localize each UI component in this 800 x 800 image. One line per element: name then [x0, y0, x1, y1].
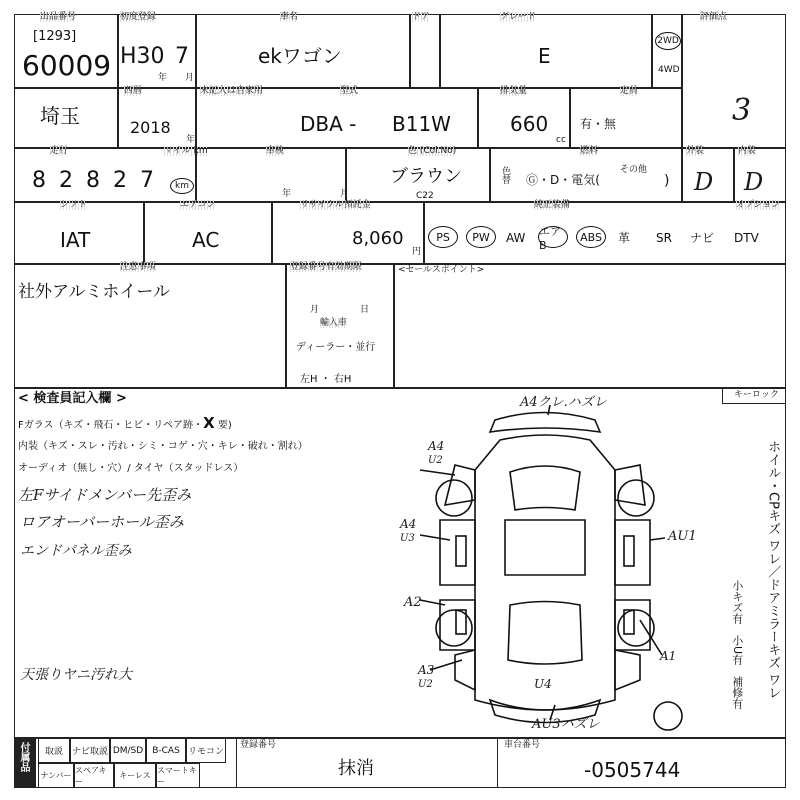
reg-year: H30: [120, 44, 165, 69]
mfg-year: 2018: [130, 118, 171, 137]
equip-item: ABS: [576, 226, 606, 248]
mark-rear-u4: U4: [534, 677, 552, 691]
score-label: 評価点: [700, 12, 728, 22]
option-label: オプション: [736, 200, 781, 210]
mark-r-au1: AU1: [668, 529, 697, 544]
disp-label: 排気量: [500, 86, 528, 96]
reg-label: 初度登録: [120, 12, 157, 22]
displacement: 660: [510, 112, 549, 136]
diagram-legend: ホイル・CPキズ ワレ／ドアミラーキズ ワレ: [765, 440, 781, 700]
reg-year-unit: 年: [158, 73, 168, 83]
mark-fl-a4: A4: [428, 439, 445, 453]
equip-item: PW: [466, 226, 496, 248]
inspect-label: 登録番号有効期限: [290, 262, 363, 272]
color-name: ブラウン: [390, 166, 462, 187]
int-grade: D: [744, 168, 764, 196]
import-route: ディーラー・並行: [296, 342, 376, 353]
grade-value: E: [538, 44, 551, 68]
carname-label: 車名: [280, 12, 299, 22]
prefecture: 埼玉: [40, 104, 80, 128]
recycle-label: リサイクル預託金: [300, 200, 371, 210]
inspector-note4: 天張りヤニ汚れ大: [20, 667, 132, 683]
fglass-pre: Fガラス（キズ・飛石・ヒビ・リペア跡・: [18, 420, 204, 431]
inspector-note1: 左Fサイドメンバー先歪み: [18, 486, 192, 504]
fglass-post: 要): [214, 420, 232, 431]
cc-unit: cc: [556, 135, 566, 145]
accessory-item: 取説: [38, 738, 70, 763]
reg-no-value: 抹消: [338, 758, 374, 779]
mfg-label: 西暦: [124, 86, 143, 96]
equip-label: 純正装備: [534, 200, 571, 210]
accessory-item: DM/SD: [110, 738, 146, 763]
reg-month: 7: [175, 44, 189, 69]
accessory-item: B-CAS: [146, 738, 186, 763]
mark-l-a2: A2: [404, 595, 422, 610]
fuel-other: その他: [620, 165, 648, 175]
shaken-year: 年: [282, 189, 292, 199]
km-circle: km: [170, 178, 194, 194]
inspect-day: 日: [360, 305, 370, 315]
mark-front: A4クレ.ハズレ: [520, 395, 607, 410]
accessory-item: キーレス: [114, 763, 156, 788]
aircon-value: AC: [192, 228, 220, 252]
mark-fl-u2: U2: [428, 455, 443, 466]
diagram-legend2: 小キズ有 小U有 補修有: [730, 580, 744, 710]
yen-unit: 円: [412, 247, 422, 257]
fglass-x: X: [203, 414, 215, 432]
mark-rear: AU3ハズレ: [532, 717, 600, 732]
import-label: 輸入車: [320, 318, 348, 328]
mfg-note: 未記入は自家用: [200, 86, 264, 96]
accessory-item: ナンバー: [38, 763, 74, 788]
equip-item: PS: [428, 226, 458, 248]
accessory-item: ナビ取説: [70, 738, 110, 763]
inspector-note2: ロアオーバーホール歪み: [20, 513, 184, 531]
mark-l-a4: A4: [400, 517, 417, 531]
score-value: 3: [732, 93, 752, 128]
door-label: ドア: [412, 12, 430, 22]
capacity-label: 定員: [620, 86, 639, 96]
interior-line: 内装（キズ・スレ・汚れ・シミ・コゲ・穴・キレ・破れ・割れ）: [18, 441, 308, 452]
drive-4wd: 4WD: [658, 65, 680, 75]
equip-item: AW: [506, 231, 526, 245]
shift-label: シフト: [60, 200, 88, 210]
reg-no-label: 登録番号: [240, 740, 277, 750]
mfg-year-unit: 年: [186, 135, 196, 145]
color-label: 色 (Col.No): [408, 146, 457, 156]
ext-grade-label: 外装: [686, 146, 705, 156]
inspector-note3: エンドパネル歪み: [20, 543, 132, 559]
mile-km-label: マイル km: [164, 146, 208, 156]
model-label: 型式: [340, 86, 359, 96]
notes-line1: 社外アルミホイール: [18, 282, 170, 302]
equip-item: DTV: [734, 231, 759, 245]
shift-value: IAT: [60, 228, 91, 252]
mileage-value: 8 2 8 2 7: [32, 168, 157, 193]
color-code: C22: [416, 191, 434, 201]
model-prefix: DBA -: [300, 112, 357, 136]
fuel-close: ): [664, 173, 670, 189]
inspector-title: < 検査員記入欄 >: [18, 391, 127, 406]
accessory-label: 付属品: [18, 742, 29, 772]
mark-rl-u2: U2: [418, 679, 433, 690]
reg-month-unit: 月: [185, 73, 195, 83]
accessory-item: スマートキー: [156, 763, 200, 788]
accessory-item: スペアキー: [74, 763, 114, 788]
keylock-label: キーロック: [734, 390, 779, 400]
lot-number: 60009: [22, 49, 112, 82]
yumu: 有・無: [580, 117, 617, 131]
mark-rl-a3: A3: [418, 663, 435, 677]
lot-label: 出品番号: [40, 12, 77, 22]
recycle-value: 8,060: [352, 228, 404, 249]
notes-label: 注意事項: [120, 262, 157, 272]
mileage-label: 走行: [50, 146, 69, 156]
drive-2wd: 2WD: [655, 32, 681, 50]
shaken-month: 月: [340, 189, 350, 199]
inspect-month: 月: [310, 305, 320, 315]
mark-l-u3: U3: [400, 533, 415, 544]
mark-rr-a1: A1: [660, 649, 677, 663]
audio-tire-line: オーディオ（無し・穴）/ タイヤ（スタッドレス）: [18, 463, 244, 474]
equip-item: エアB: [538, 226, 568, 248]
accessory-item: リモコン: [186, 738, 226, 763]
color-change: 色替: [500, 166, 510, 184]
shaken-label: 車検: [266, 146, 285, 156]
equip-item: ナビ: [690, 231, 715, 245]
handle-side: 左H ・ 右H: [300, 374, 352, 385]
ext-grade: D: [694, 168, 714, 196]
chassis-label: 車台番号: [504, 740, 541, 750]
model-code: B11W: [392, 112, 451, 136]
int-grade-label: 内装: [738, 146, 757, 156]
chassis-no: -0505744: [584, 758, 681, 782]
equip-item: SR: [656, 231, 672, 245]
lot-small: [1293]: [33, 29, 77, 44]
car-name: ekワゴン: [258, 44, 342, 68]
grade-label: グレード: [500, 12, 537, 22]
aircon-label: エアコン: [180, 200, 216, 210]
sales-label: <セールスポイント>: [398, 265, 485, 275]
equip-item: 革: [618, 231, 631, 245]
fuel-label: 燃料: [580, 146, 599, 156]
fuel-value: Ⓖ・D・電気(: [526, 173, 600, 187]
